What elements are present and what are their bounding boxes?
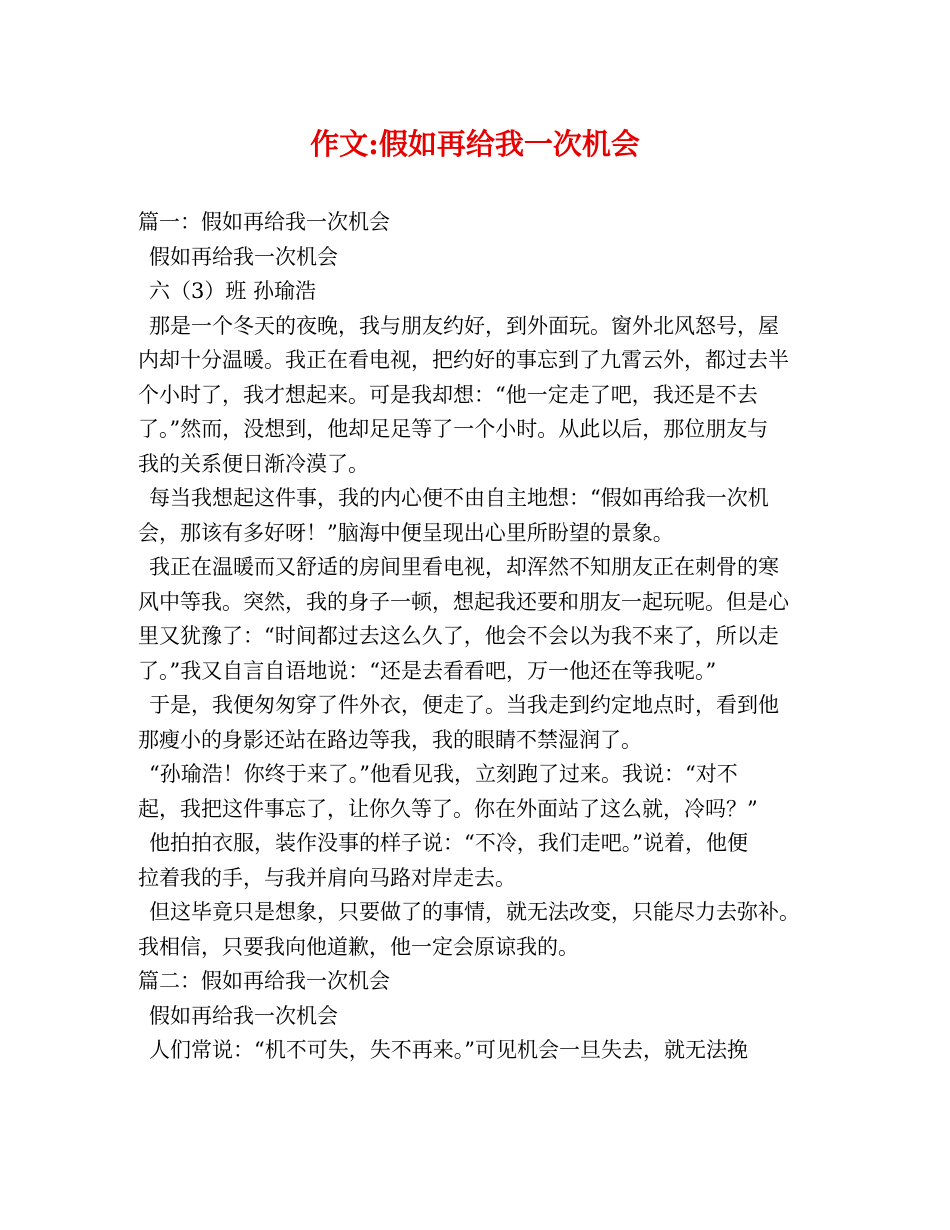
text-line: 我相信，只要我向他道歉，他一定会原谅我的。 xyxy=(138,934,579,959)
document-body xyxy=(138,205,828,1068)
text-line: 内却十分温暖。我正在看电视，把约好的事忘到了九霄云外，都过去半 xyxy=(138,348,789,372)
text-line: 假如再给我一次机会 xyxy=(149,1003,338,1028)
text-line: 了。”然而，没想到，他却足足等了一个小时。从此以后，那位朋友与 xyxy=(138,417,769,441)
text-line: 个小时了，我才想起来。可是我却想：“他一定走了吧，我还是不去 xyxy=(138,382,758,407)
text-line: 那是一个冬天的夜晚，我与朋友约好，到外面玩。窗外北风怒号，屋 xyxy=(149,313,779,338)
text-line: 篇一：假如再给我一次机会 xyxy=(138,210,390,234)
document-title: 作文:假如再给我一次机会 xyxy=(310,127,640,161)
text-line: 了。”我又自言自语地说：“还是去看看吧，万一他还在等我呢。” xyxy=(138,658,717,683)
text-line: 于是，我便匆匆穿了件外衣，便走了。当我走到约定地点时，看到他 xyxy=(149,693,779,717)
text-line: “孙瑜浩！你终于来了。”他看见我，立刻跑了过来。我说：“对不 xyxy=(149,762,738,786)
text-line: 每当我想起这件事，我的内心便不由自主地想：“假如再给我一次机 xyxy=(149,486,769,510)
text-line: 拉着我的手，与我并肩向马路对岸走去。 xyxy=(138,865,516,890)
text-line: 里又犹豫了：“时间都过去这么久了，他会不会以为我不来了，所以走 xyxy=(138,624,779,648)
text-line: 假如再给我一次机会 xyxy=(149,244,338,269)
text-line: 那瘦小的身影还站在路边等我，我的眼睛不禁湿润了。 xyxy=(138,727,642,752)
text-line: 起，我把这件事忘了，让你久等了。你在外面站了这么就，冷吗？” xyxy=(138,796,758,821)
text-line: 篇二：假如再给我一次机会 xyxy=(138,969,390,993)
text-line: 他拍拍衣服，装作没事的样子说：“不冷，我们走吧。”说着，他便 xyxy=(149,831,748,855)
text-line: 人们常说：“机不可失，失不再来。”可见机会一旦失去，就无法挽 xyxy=(149,1038,748,1062)
text-line: 六（3）班 孙瑜浩 xyxy=(149,279,317,303)
text-line: 但这毕竟只是想象，只要做了的事情，就无法改变，只能尽力去弥补。 xyxy=(149,900,800,924)
text-line: 我正在温暖而又舒适的房间里看电视，却浑然不知朋友正在刺骨的寒 xyxy=(149,555,779,579)
text-line: 我的关系便日渐冷漠了。 xyxy=(138,451,369,476)
text-line: 会，那该有多好呀！”脑海中便呈现出心里所盼望的景象。 xyxy=(138,520,674,545)
text-line: 风中等我。突然，我的身子一顿，想起我还要和朋友一起玩呢。但是心 xyxy=(138,589,789,614)
